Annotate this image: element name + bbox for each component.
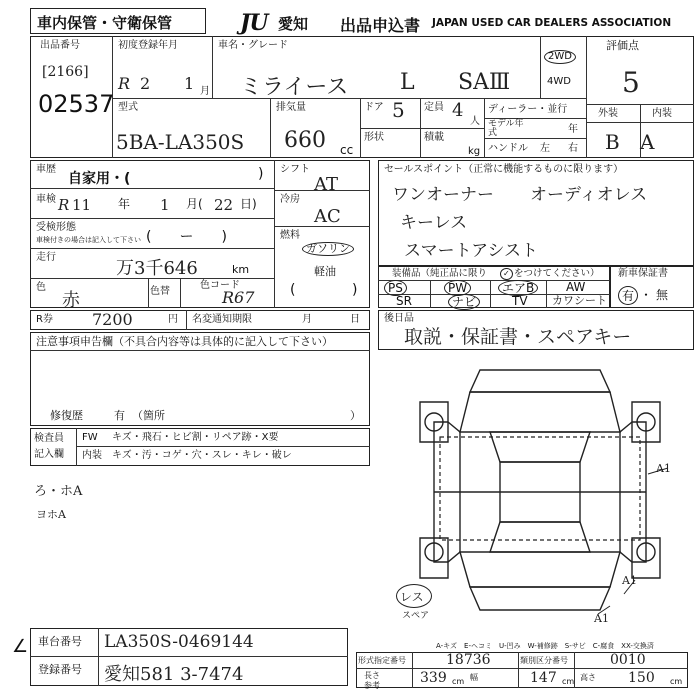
type-spec-value: 18736 (446, 652, 491, 668)
inspector-label-2: 記入欄 (34, 449, 64, 460)
inspector-note-2: ヨホA (36, 508, 66, 521)
spare-label: スペア (402, 611, 430, 621)
drive-4wd: 4WD (547, 76, 571, 87)
length-label: 長さ (364, 671, 380, 680)
rear-hatch (460, 552, 620, 587)
doors-label: ドア (364, 102, 384, 113)
width-value: 147 (530, 670, 557, 686)
length-value: 339 (420, 670, 447, 686)
reg-number-value: 愛知581 3-7474 (104, 664, 244, 685)
handle-label: ハンドル (488, 143, 528, 154)
rating-interior-label: 内装 (652, 108, 672, 119)
brand-logo (240, 10, 268, 36)
brand-region: 愛知 (278, 15, 309, 33)
height-unit: cm (670, 677, 683, 686)
acceptance-label: 受検形態 (36, 222, 76, 233)
rear-window (490, 522, 590, 552)
car-grade: L (400, 70, 415, 95)
registration-label: 初度登録年月 (118, 40, 178, 51)
lot-label: 出品番号 (40, 40, 80, 51)
chassis-value: LA350S-0469144 (104, 632, 254, 652)
notes-label: 注意事項申告欄（不具合内容等は具体的に記入して下さい） (36, 335, 333, 348)
car-name: ミライース (240, 75, 349, 100)
recycle-value: 7200 (92, 310, 133, 329)
registration-year: 2 (140, 74, 151, 93)
car-name-label: 車名・グレード (218, 40, 288, 51)
selling-point-1: ワンオーナー (392, 185, 494, 205)
rating-interior: A (640, 130, 655, 154)
equipment-label-tail: をつけてください） (514, 268, 600, 279)
inspection-year: 11 (72, 196, 92, 214)
equipment-check-mark: ✓ (500, 268, 513, 280)
model-year-label: モデル年式 (488, 119, 524, 138)
damage-mark-1: A1 (656, 462, 671, 475)
height-label: 高さ (580, 673, 596, 682)
equipment-airbag: エアB (498, 280, 538, 296)
year-unit: 年 (568, 124, 578, 135)
fuel-paren-left: ( (290, 282, 296, 298)
association-name: JAPAN USED CAR DEALERS ASSOCIATION (432, 17, 672, 29)
history-close: ) (258, 166, 264, 182)
handle-left: 左 (540, 143, 550, 154)
recycle-label: R券 (36, 314, 53, 325)
capacity-value: 4 (452, 100, 464, 121)
doors-value: 5 (392, 98, 405, 122)
selling-point-4: スマートアシスト (404, 241, 538, 261)
chassis-label: 車台番号 (38, 635, 82, 648)
acceptance-value: ( ー ) (146, 229, 227, 245)
handle-right: 右 (568, 143, 578, 154)
repair-close: ） (350, 409, 361, 422)
tax-notice-day: 日 (350, 314, 360, 325)
fuel-gasoline: ガソリン (302, 242, 354, 256)
equipment-navi: ナビ (448, 294, 480, 310)
drive-2wd: 2WD (544, 50, 576, 64)
damage-mark-2: A1 (622, 574, 637, 587)
selling-points-label: セールスポイント（正常に機能するものに限ります） (384, 164, 624, 175)
repair-value: 有 (114, 409, 125, 422)
equipment-label: 装備品（純正品に限り (392, 268, 488, 279)
ju-logo: JU (240, 10, 268, 36)
equipment-sr: SR (396, 294, 412, 308)
equipment-tv: TV (512, 294, 528, 308)
model-label: 型式 (118, 102, 138, 113)
color-value: 赤 (62, 290, 80, 311)
hood (460, 392, 620, 432)
inspection-day: 22 (214, 196, 234, 214)
spare-value: レス (400, 590, 424, 604)
height-value: 150 (628, 670, 655, 686)
inspector-note: ろ・ホA (34, 484, 83, 499)
inspector-row2-head: 内装 (82, 450, 102, 461)
displacement-label: 排気量 (276, 102, 306, 113)
width-unit: cm (562, 677, 575, 686)
front-bumper (470, 370, 610, 392)
inspection-month-unit: 月( (186, 197, 203, 211)
warranty-no: 無 (656, 288, 669, 302)
after-delivery-value: 取説・保証書・スペアキー (404, 326, 632, 348)
inspection-label: 車検 (36, 194, 56, 205)
form-title: 出品申込書 (340, 16, 421, 35)
rating-exterior: B (605, 130, 620, 154)
shift-label: シフト (280, 164, 310, 175)
shape-label: 形状 (364, 132, 384, 143)
damage-legend: A-キズ E-ヘコミ U-凹み W-補修跡 S-サビ C-腐食 XX-交換済 (436, 642, 654, 650)
inspection-month: 1 (160, 196, 170, 214)
registration-month: 1 (184, 74, 195, 93)
storage-title: 車内保管・守衛保管 (37, 14, 173, 32)
fuel-diesel: 軽油 (314, 265, 336, 278)
inspection-day-unit: 日) (240, 197, 257, 211)
class-num-label: 類別区分番号 (520, 656, 568, 665)
warranty-separator: ・ (640, 288, 653, 302)
rating-exterior-label: 外装 (598, 108, 618, 119)
inspection-year-unit: 年 (118, 197, 131, 211)
class-num-value: 0010 (610, 652, 646, 668)
corner-hook: ∠ (12, 636, 29, 657)
color-replace-label: 色替 (150, 286, 170, 297)
equipment-leather-seat: カワシート (552, 294, 607, 307)
displacement-unit: cc (340, 143, 354, 157)
damage-mark-3: A1 (594, 612, 609, 625)
type-spec-label: 形式指定番号 (358, 656, 406, 665)
length-unit: cm (452, 677, 465, 686)
acceptance-note: 車検付きの場合は記入して下さい (36, 236, 141, 244)
mileage-unit: km (232, 263, 250, 276)
warranty-yes: 有 (618, 286, 638, 305)
tax-notice-label: 名変通知期限 (192, 314, 252, 325)
repair-location: （箇所 (132, 409, 165, 422)
inspector-row1: キズ・飛石・ヒビ割・リペア跡・X要 (112, 432, 279, 443)
fuel-paren-right: ) (352, 282, 358, 298)
reg-number-label: 登録番号 (38, 663, 82, 676)
capacity-label: 定員 (424, 102, 444, 113)
load-label: 積載 (424, 132, 444, 143)
rating-label: 評価点 (606, 39, 639, 52)
color-code: R67 (222, 288, 255, 307)
mileage-value: 万3千646 (116, 258, 198, 279)
equipment-aw: AW (566, 280, 586, 294)
recycle-unit: 円 (168, 314, 178, 325)
tax-notice-month: 月 (302, 314, 312, 325)
rating-score: 5 (622, 66, 640, 99)
inspection-era: R (58, 196, 70, 214)
model-value: 5BA-LA350S (116, 130, 245, 154)
color-code-label: 色コード (200, 280, 240, 291)
after-delivery-label: 後日品 (384, 313, 414, 324)
car-package: SAⅢ (458, 70, 511, 95)
inspector-row2: キズ・汚・コゲ・穴・スレ・キレ・破レ (112, 450, 292, 461)
equipment-ps: PS (384, 280, 407, 296)
color-label: 色 (36, 282, 46, 293)
inspector-row1-head: FW (82, 432, 98, 443)
width-label: 幅 (470, 673, 478, 682)
history-label: 車歴 (36, 164, 56, 175)
lot-sub-number: [2166] (42, 64, 89, 80)
history-value: 自家用・( (68, 171, 131, 187)
warranty-label: 新車保証書 (618, 268, 668, 279)
dealer-parallel-label: ディーラー・並行 (488, 104, 568, 115)
fuel-label: 燃料 (280, 230, 300, 241)
registration-era: R (118, 74, 131, 93)
aircon-label: 冷房 (280, 194, 300, 205)
repair-label: 修復歴 (50, 409, 83, 422)
load-unit: kg (468, 146, 481, 157)
registration-month-unit: 月 (200, 86, 210, 97)
shift-value: AT (314, 174, 339, 195)
dims-label: 参考 (364, 681, 380, 690)
selling-point-2: オーディオレス (530, 185, 648, 205)
lot-number: 02537 (38, 90, 115, 118)
inspector-label-1: 検査員 (34, 433, 64, 444)
rear-bumper (470, 587, 610, 610)
displacement-value: 660 (284, 128, 326, 153)
equipment-pw: PW (444, 280, 471, 296)
mileage-label: 走行 (36, 252, 56, 263)
capacity-unit: 人 (470, 116, 480, 127)
aircon-value: AC (314, 206, 341, 227)
storage-title-box (30, 8, 206, 34)
selling-point-3: キーレス (400, 213, 468, 233)
